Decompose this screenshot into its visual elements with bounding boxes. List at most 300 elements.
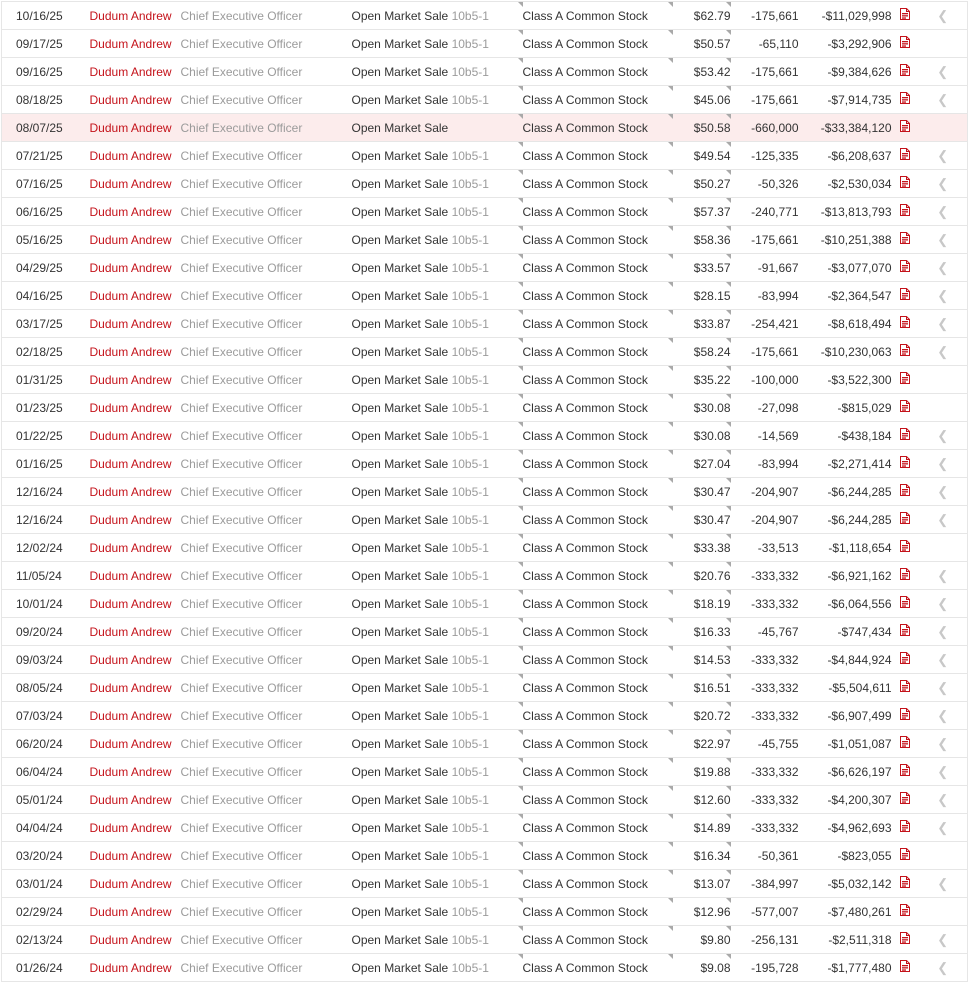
trade-date: 09/03/24 <box>2 646 90 674</box>
transaction-type <box>352 786 523 814</box>
trade-shares: -27,098 <box>731 394 799 422</box>
insider-title: Chief Executive Officer <box>181 618 352 646</box>
trade-shares: -256,131 <box>731 926 799 954</box>
security-name: Class A Common Stock <box>523 254 673 282</box>
trade-date: 12/16/24 <box>2 478 90 506</box>
chevron-left-icon[interactable]: ❮ <box>937 791 949 807</box>
pdf-document-icon[interactable] <box>900 512 910 527</box>
table-row <box>2 562 968 590</box>
insider-name-link[interactable]: Dudum Andrew <box>89 960 172 975</box>
insider-name-link[interactable]: Dudum Andrew <box>89 176 172 191</box>
insider-name-link[interactable]: Dudum Andrew <box>89 932 172 947</box>
trade-shares: -100,000 <box>731 366 799 394</box>
plan-label: 10b5-1 <box>451 820 489 835</box>
plan-label: 10b5-1 <box>451 876 489 891</box>
transaction-type <box>352 926 523 954</box>
security-name: Class A Common Stock <box>523 310 673 338</box>
transaction-type-label: Open Market Sale <box>351 316 449 331</box>
pdf-document-icon[interactable] <box>900 232 910 247</box>
table-row <box>2 58 968 86</box>
trade-value: -$747,434 <box>799 618 892 646</box>
pdf-document-icon[interactable] <box>900 260 910 275</box>
table-row <box>2 814 968 842</box>
trade-price: $19.88 <box>673 758 731 786</box>
insider-name-link[interactable]: Dudum Andrew <box>89 260 172 275</box>
insider-name-link[interactable]: Dudum Andrew <box>89 148 172 163</box>
trade-date: 04/04/24 <box>2 814 90 842</box>
insider-trades-table <box>1 1 968 982</box>
transaction-type <box>352 338 523 366</box>
transaction-type <box>352 870 523 898</box>
insider-name-link[interactable]: Dudum Andrew <box>89 120 172 135</box>
pdf-document-icon[interactable] <box>900 484 910 499</box>
trade-value: -$13,813,793 <box>799 198 892 226</box>
security-name: Class A Common Stock <box>523 758 673 786</box>
insider-name-link[interactable]: Dudum Andrew <box>89 92 172 107</box>
transaction-type-label: Open Market Sale <box>351 764 449 779</box>
insider-title: Chief Executive Officer <box>181 478 352 506</box>
plan-label: 10b5-1 <box>451 960 489 975</box>
transaction-type-label: Open Market Sale <box>351 428 449 443</box>
chevron-left-icon[interactable]: ❮ <box>937 931 949 947</box>
plan-label: 10b5-1 <box>451 652 489 667</box>
pdf-document-icon[interactable] <box>900 204 910 219</box>
transaction-type-label: Open Market Sale <box>351 652 449 667</box>
chevron-left-icon[interactable]: ❮ <box>937 63 949 79</box>
plan-label: 10b5-1 <box>451 932 489 947</box>
transaction-type-label: Open Market Sale <box>351 484 449 499</box>
trade-price: $20.72 <box>673 702 731 730</box>
transaction-type-label: Open Market Sale <box>351 820 449 835</box>
chevron-left-icon[interactable]: ❮ <box>937 483 949 499</box>
transaction-type <box>352 2 523 30</box>
table-row <box>2 870 968 898</box>
transaction-type <box>352 422 523 450</box>
trade-value: -$6,907,499 <box>799 702 892 730</box>
insider-name-link[interactable]: Dudum Andrew <box>89 624 172 639</box>
trade-value: -$6,921,162 <box>799 562 892 590</box>
table-row <box>2 730 968 758</box>
transaction-type-label: Open Market Sale <box>351 400 449 415</box>
transaction-type-label: Open Market Sale <box>351 288 449 303</box>
plan-label: 10b5-1 <box>451 344 489 359</box>
insider-name-link[interactable]: Dudum Andrew <box>89 428 172 443</box>
plan-label: 10b5-1 <box>451 260 489 275</box>
trade-shares: -660,000 <box>731 114 799 142</box>
trade-shares: -333,332 <box>731 814 799 842</box>
pdf-document-icon[interactable] <box>900 680 910 695</box>
trade-shares: -333,332 <box>731 758 799 786</box>
trade-shares: -175,661 <box>731 2 799 30</box>
transaction-type-label: Open Market Sale <box>351 540 449 555</box>
trade-date: 12/16/24 <box>2 506 90 534</box>
chevron-left-icon[interactable]: ❮ <box>937 315 949 331</box>
insider-title: Chief Executive Officer <box>181 142 352 170</box>
insider-title: Chief Executive Officer <box>181 842 352 870</box>
chevron-left-icon[interactable]: ❮ <box>937 7 949 23</box>
pdf-document-icon[interactable] <box>900 932 910 947</box>
trade-shares: -577,007 <box>731 898 799 926</box>
insider-title: Chief Executive Officer <box>181 870 352 898</box>
insider-name-link[interactable]: Dudum Andrew <box>89 540 172 555</box>
transaction-type <box>352 954 523 982</box>
security-name: Class A Common Stock <box>523 814 673 842</box>
pdf-document-icon[interactable] <box>900 176 910 191</box>
insider-title: Chief Executive Officer <box>181 86 352 114</box>
pdf-document-icon[interactable] <box>900 428 910 443</box>
insider-title: Chief Executive Officer <box>181 2 352 30</box>
plan-label: 10b5-1 <box>451 624 489 639</box>
insider-name-link[interactable]: Dudum Andrew <box>89 876 172 891</box>
insider-title: Chief Executive Officer <box>181 450 352 478</box>
insider-name-link[interactable]: Dudum Andrew <box>89 232 172 247</box>
trade-date: 07/16/25 <box>2 170 90 198</box>
trade-value: -$4,844,924 <box>799 646 892 674</box>
security-name: Class A Common Stock <box>523 142 673 170</box>
chevron-left-icon[interactable]: ❮ <box>937 679 949 695</box>
transaction-type-label: Open Market Sale <box>351 204 449 219</box>
pdf-document-icon[interactable] <box>900 652 910 667</box>
trade-price: $30.47 <box>673 478 731 506</box>
trade-shares: -91,667 <box>731 254 799 282</box>
chevron-left-icon[interactable]: ❮ <box>937 707 949 723</box>
chevron-left-icon[interactable]: ❮ <box>937 455 949 471</box>
transaction-type-label: Open Market Sale <box>351 260 449 275</box>
insider-name-link[interactable]: Dudum Andrew <box>89 456 172 471</box>
table-row <box>2 310 968 338</box>
pdf-document-icon[interactable] <box>900 8 910 23</box>
pdf-document-icon[interactable] <box>900 876 910 891</box>
table-row <box>2 170 968 198</box>
chevron-left-icon[interactable]: ❮ <box>937 735 949 751</box>
trade-shares: -175,661 <box>731 226 799 254</box>
insider-title: Chief Executive Officer <box>181 114 352 142</box>
chevron-left-icon[interactable]: ❮ <box>937 343 949 359</box>
transaction-type <box>352 86 523 114</box>
trade-price: $30.08 <box>673 422 731 450</box>
transaction-type-label: Open Market Sale <box>351 92 449 107</box>
trade-date: 11/05/24 <box>2 562 90 590</box>
trade-price: $50.27 <box>673 170 731 198</box>
plan-label: 10b5-1 <box>451 148 489 163</box>
trade-price: $12.60 <box>673 786 731 814</box>
trade-date: 08/05/24 <box>2 674 90 702</box>
insider-title: Chief Executive Officer <box>181 366 352 394</box>
trade-value: -$7,480,261 <box>799 898 892 926</box>
trade-shares: -125,335 <box>731 142 799 170</box>
transaction-type <box>352 366 523 394</box>
pdf-document-icon[interactable] <box>900 596 910 611</box>
insider-title: Chief Executive Officer <box>181 226 352 254</box>
insider-title: Chief Executive Officer <box>181 702 352 730</box>
trade-rows <box>2 2 968 982</box>
trade-date: 03/01/24 <box>2 870 90 898</box>
security-name: Class A Common Stock <box>523 954 673 982</box>
transaction-type-label: Open Market Sale <box>351 372 449 387</box>
insider-name-link[interactable]: Dudum Andrew <box>89 512 172 527</box>
pdf-document-icon[interactable] <box>900 148 910 163</box>
trade-value: -$438,184 <box>799 422 892 450</box>
transaction-type-label: Open Market Sale <box>351 960 449 975</box>
trade-shares: -50,326 <box>731 170 799 198</box>
trade-price: $18.19 <box>673 590 731 618</box>
transaction-type-label: Open Market Sale <box>351 148 449 163</box>
plan-label: 10b5-1 <box>451 372 489 387</box>
insider-name-link[interactable]: Dudum Andrew <box>89 484 172 499</box>
table-row <box>2 254 968 282</box>
trade-date: 06/20/24 <box>2 730 90 758</box>
table-row <box>2 590 968 618</box>
trade-date: 07/03/24 <box>2 702 90 730</box>
pdf-document-icon[interactable] <box>900 764 910 779</box>
insider-title: Chief Executive Officer <box>181 954 352 982</box>
trade-value: -$2,271,414 <box>799 450 892 478</box>
trade-shares: -204,907 <box>731 506 799 534</box>
insider-name-link[interactable]: Dudum Andrew <box>89 8 172 23</box>
chevron-left-icon[interactable]: ❮ <box>937 147 949 163</box>
pdf-document-icon[interactable] <box>900 36 910 51</box>
trade-shares: -175,661 <box>731 86 799 114</box>
insider-title: Chief Executive Officer <box>181 758 352 786</box>
chevron-left-icon[interactable]: ❮ <box>937 287 949 303</box>
trade-value: -$3,292,906 <box>799 30 892 58</box>
trade-price: $58.24 <box>673 338 731 366</box>
insider-name-link[interactable]: Dudum Andrew <box>89 708 172 723</box>
security-name: Class A Common Stock <box>523 450 673 478</box>
insider-name-link[interactable]: Dudum Andrew <box>89 64 172 79</box>
transaction-type <box>352 394 523 422</box>
trade-date: 04/16/25 <box>2 282 90 310</box>
trade-value: -$823,055 <box>799 842 892 870</box>
security-name: Class A Common Stock <box>523 786 673 814</box>
trade-value: -$10,230,063 <box>799 338 892 366</box>
chevron-left-icon[interactable]: ❮ <box>937 763 949 779</box>
pdf-document-icon[interactable] <box>900 120 910 135</box>
pdf-document-icon[interactable] <box>900 848 910 863</box>
transaction-type <box>352 618 523 646</box>
plan-label: 10b5-1 <box>451 764 489 779</box>
trade-shares: -333,332 <box>731 786 799 814</box>
insider-name-link[interactable]: Dudum Andrew <box>89 204 172 219</box>
transaction-type-label: Open Market Sale <box>351 120 449 135</box>
table-row <box>2 506 968 534</box>
chevron-left-icon[interactable]: ❮ <box>937 567 949 583</box>
pdf-document-icon[interactable] <box>900 372 910 387</box>
transaction-type-label: Open Market Sale <box>351 708 449 723</box>
trade-price: $14.89 <box>673 814 731 842</box>
transaction-type-label: Open Market Sale <box>351 232 449 247</box>
trade-shares: -333,332 <box>731 590 799 618</box>
table-row <box>2 198 968 226</box>
trade-value: -$1,118,654 <box>799 534 892 562</box>
table-row <box>2 786 968 814</box>
chevron-left-icon[interactable]: ❮ <box>937 595 949 611</box>
insider-name-link[interactable]: Dudum Andrew <box>89 736 172 751</box>
insider-name-link[interactable]: Dudum Andrew <box>89 904 172 919</box>
trade-price: $33.87 <box>673 310 731 338</box>
security-name: Class A Common Stock <box>523 226 673 254</box>
pdf-document-icon[interactable] <box>900 456 910 471</box>
transaction-type-label: Open Market Sale <box>351 904 449 919</box>
pdf-document-icon[interactable] <box>900 820 910 835</box>
insider-name-link[interactable]: Dudum Andrew <box>89 848 172 863</box>
insider-title: Chief Executive Officer <box>181 786 352 814</box>
insider-title: Chief Executive Officer <box>181 310 352 338</box>
plan-label: 10b5-1 <box>451 512 489 527</box>
transaction-type-label: Open Market Sale <box>351 568 449 583</box>
chevron-left-icon[interactable]: ❮ <box>937 875 949 891</box>
trade-value: -$1,777,480 <box>799 954 892 982</box>
trade-date: 09/20/24 <box>2 618 90 646</box>
plan-label: 10b5-1 <box>451 36 489 51</box>
trade-date: 12/02/24 <box>2 534 90 562</box>
trade-price: $12.96 <box>673 898 731 926</box>
insider-title: Chief Executive Officer <box>181 422 352 450</box>
trade-price: $22.97 <box>673 730 731 758</box>
plan-label: 10b5-1 <box>451 568 489 583</box>
chevron-left-icon[interactable]: ❮ <box>937 203 949 219</box>
trade-price: $45.06 <box>673 86 731 114</box>
transaction-type <box>352 450 523 478</box>
insider-name-link[interactable]: Dudum Andrew <box>89 316 172 331</box>
chevron-left-icon[interactable]: ❮ <box>937 175 949 191</box>
security-name: Class A Common Stock <box>523 618 673 646</box>
insider-name-link[interactable]: Dudum Andrew <box>89 36 172 51</box>
trade-shares: -195,728 <box>731 954 799 982</box>
trade-value: -$11,029,998 <box>799 2 892 30</box>
insider-name-link[interactable]: Dudum Andrew <box>89 400 172 415</box>
transaction-type <box>352 702 523 730</box>
trade-date: 01/22/25 <box>2 422 90 450</box>
plan-label: 10b5-1 <box>451 204 489 219</box>
security-name: Class A Common Stock <box>523 338 673 366</box>
trade-date: 06/04/24 <box>2 758 90 786</box>
chevron-left-icon[interactable]: ❮ <box>937 511 949 527</box>
pdf-document-icon[interactable] <box>900 708 910 723</box>
security-name: Class A Common Stock <box>523 2 673 30</box>
trade-shares: -14,569 <box>731 422 799 450</box>
insider-title: Chief Executive Officer <box>181 30 352 58</box>
trade-shares: -45,767 <box>731 618 799 646</box>
trade-shares: -240,771 <box>731 198 799 226</box>
transaction-type <box>352 478 523 506</box>
trade-date: 03/20/24 <box>2 842 90 870</box>
trade-date: 08/07/25 <box>2 114 90 142</box>
pdf-document-icon[interactable] <box>900 736 910 751</box>
insider-name-link[interactable]: Dudum Andrew <box>89 764 172 779</box>
security-name: Class A Common Stock <box>523 506 673 534</box>
pdf-document-icon[interactable] <box>900 540 910 555</box>
pdf-document-icon[interactable] <box>900 288 910 303</box>
pdf-document-icon[interactable] <box>900 792 910 807</box>
insider-name-link[interactable]: Dudum Andrew <box>89 596 172 611</box>
trade-value: -$6,244,285 <box>799 478 892 506</box>
transaction-type <box>352 226 523 254</box>
chevron-left-icon[interactable]: ❮ <box>937 259 949 275</box>
plan-label: 10b5-1 <box>451 540 489 555</box>
pdf-document-icon[interactable] <box>900 92 910 107</box>
trade-price: $33.57 <box>673 254 731 282</box>
table-row <box>2 338 968 366</box>
insider-name-link[interactable]: Dudum Andrew <box>89 372 172 387</box>
trade-shares: -65,110 <box>731 30 799 58</box>
trade-date: 10/16/25 <box>2 2 90 30</box>
transaction-type-label: Open Market Sale <box>351 876 449 891</box>
chevron-left-icon[interactable]: ❮ <box>937 231 949 247</box>
pdf-document-icon[interactable] <box>900 624 910 639</box>
chevron-left-icon[interactable]: ❮ <box>937 959 949 975</box>
insider-title: Chief Executive Officer <box>181 506 352 534</box>
table-row <box>2 226 968 254</box>
trade-date: 10/01/24 <box>2 590 90 618</box>
trade-shares: -33,513 <box>731 534 799 562</box>
pdf-document-icon[interactable] <box>900 316 910 331</box>
security-name: Class A Common Stock <box>523 114 673 142</box>
insider-name-link[interactable]: Dudum Andrew <box>89 344 172 359</box>
table-row <box>2 86 968 114</box>
chevron-left-icon[interactable]: ❮ <box>937 651 949 667</box>
trade-shares: -204,907 <box>731 478 799 506</box>
table-row <box>2 114 968 142</box>
table-row <box>2 618 968 646</box>
pdf-document-icon[interactable] <box>900 64 910 79</box>
trade-value: -$33,384,120 <box>799 114 892 142</box>
transaction-type-label: Open Market Sale <box>351 596 449 611</box>
pdf-document-icon[interactable] <box>900 904 910 919</box>
pdf-document-icon[interactable] <box>900 960 910 975</box>
transaction-type-label: Open Market Sale <box>351 176 449 191</box>
insider-title: Chief Executive Officer <box>181 338 352 366</box>
trade-value: -$2,364,547 <box>799 282 892 310</box>
security-name: Class A Common Stock <box>523 646 673 674</box>
insider-title: Chief Executive Officer <box>181 590 352 618</box>
trade-value: -$1,051,087 <box>799 730 892 758</box>
insider-name-link[interactable]: Dudum Andrew <box>89 652 172 667</box>
plan-label: 10b5-1 <box>451 680 489 695</box>
insider-name-link[interactable]: Dudum Andrew <box>89 792 172 807</box>
plan-label: 10b5-1 <box>451 64 489 79</box>
table-row <box>2 646 968 674</box>
pdf-document-icon[interactable] <box>900 400 910 415</box>
insider-name-link[interactable]: Dudum Andrew <box>89 680 172 695</box>
table-row <box>2 142 968 170</box>
trade-date: 08/18/25 <box>2 86 90 114</box>
insider-name-link[interactable]: Dudum Andrew <box>89 288 172 303</box>
insider-title: Chief Executive Officer <box>181 254 352 282</box>
insider-name-link[interactable]: Dudum Andrew <box>89 820 172 835</box>
plan-label: 10b5-1 <box>451 736 489 751</box>
insider-title: Chief Executive Officer <box>181 730 352 758</box>
trade-value: -$2,530,034 <box>799 170 892 198</box>
pdf-document-icon[interactable] <box>900 344 910 359</box>
transaction-type <box>352 254 523 282</box>
chevron-left-icon[interactable]: ❮ <box>937 91 949 107</box>
chevron-left-icon[interactable]: ❮ <box>937 623 949 639</box>
trade-shares: -333,332 <box>731 702 799 730</box>
plan-label: 10b5-1 <box>451 176 489 191</box>
table-row <box>2 842 968 870</box>
table-row <box>2 534 968 562</box>
chevron-left-icon[interactable]: ❮ <box>937 819 949 835</box>
plan-label: 10b5-1 <box>451 708 489 723</box>
chevron-left-icon[interactable]: ❮ <box>937 427 949 443</box>
transaction-type-label: Open Market Sale <box>351 8 449 23</box>
security-name: Class A Common Stock <box>523 926 673 954</box>
pdf-document-icon[interactable] <box>900 568 910 583</box>
trade-price: $57.37 <box>673 198 731 226</box>
trade-value: -$6,626,197 <box>799 758 892 786</box>
insider-name-link[interactable]: Dudum Andrew <box>89 568 172 583</box>
